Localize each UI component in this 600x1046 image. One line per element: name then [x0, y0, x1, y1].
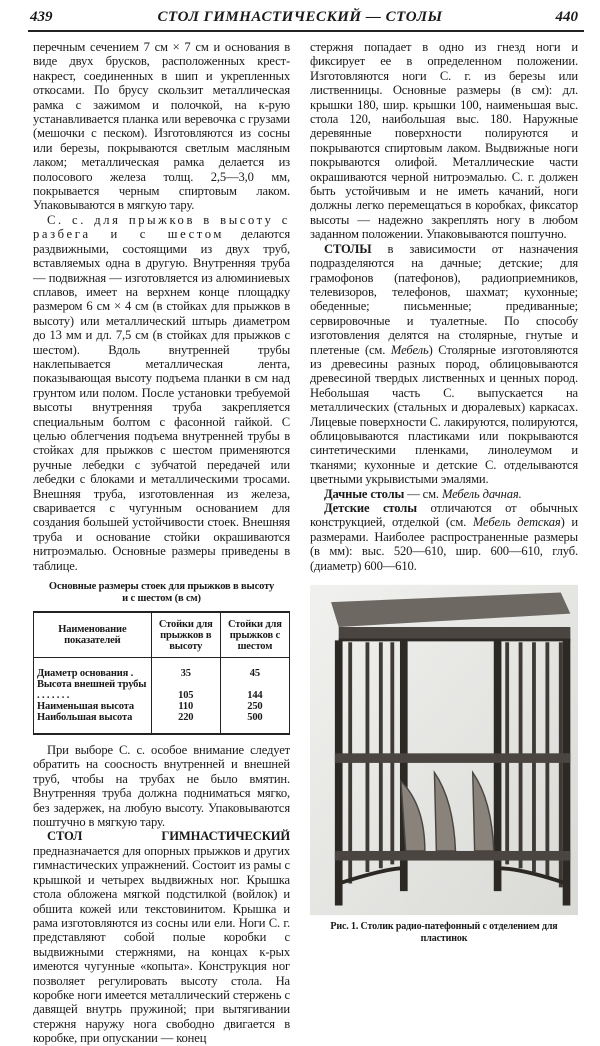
column-header: Стойки для прыжков с шестом — [220, 612, 289, 658]
paragraph — [310, 487, 578, 501]
radio-gramophone-table-illustration — [310, 583, 578, 917]
header-rule — [28, 30, 584, 32]
paragraph-text: — см. — [404, 486, 442, 501]
entry-heading: СТОЛЫ — [324, 241, 372, 256]
paragraph — [33, 829, 290, 1045]
table-row — [34, 658, 290, 680]
table-row — [34, 712, 290, 734]
cell: 110 — [151, 701, 220, 712]
running-title: СТОЛ ГИМНАСТИЧЕСКИЙ — СТОЛЫ — [157, 9, 443, 25]
paragraph-text: ) Столярные изготовляются из древесины разных пород, облицовываются древесиной твердых лиственных и ценных пород. Небольшая часть С. выпускается на металлических (стальных и дюралевых) каркасах. Лицевые поверхности С. лакируются, полируются, облицовываются пластиками или покрываются синтетическими пленками, линолеумом и тканями; кухонные и детские С. отделываются цветными укрывистыми эмалями. — [310, 342, 578, 487]
paragraph: перечным сечением 7 см × 7 см и основания в виде двух брусков, расположенных крест-накрест, соединенных в шип и укрепленных откосами. По брусу скользит металлическая рамка с зажимом и полочкой, на к-рую устанавливается планка или веревочка с грузами (мешочки с песком). Изготовляются из сосны или березы, покрываются светлым масляным лаком; металлическая рамка делается из полосового железа толщ. 2,5—3,0 мм, покрывается черным спиртовым лаком. Упаковываются в мягкую тару. — [33, 40, 290, 213]
cell: 45 — [220, 658, 289, 680]
paragraph — [310, 501, 578, 573]
paragraph-text: делаются раздвижными, состоящими из двух труб, вставляемых одна в другую. Внутренняя труба — подвижная — изготовляется из алюминиевых сплавов, имеет на верхнем конце площадку размером 6 см × 4 см (в стойках для прыжков в высоту) или металлический штырь диаметром до 13 мм и дл. 7,5 см (в стойках для прыжков с шестом). Вдоль внутренней трубы наклепывается металлическая лента, показывающая высоту подъема планки в см над грунтом или полом. После установки требуемой высоты внутренняя труба закрепляется специальным болтом с фасонной гайкой. С целью облегчения подъема внутренней трубы в стойках для прыжков с шестом применяются ручные лебедки с зубчатой передачей или лебедки с блоками и металлическими тросами. Внешняя труба, изготовленная из железа, сваривается с чугунным основанием для создания большей устойчивости стоек. Внешняя труба и основание стойки окрашиваются нитроэмалью. Основные размеры приведены в таблице. — [33, 227, 291, 573]
paragraph: стержня попадает в одно из гнезд ноги и фиксирует ее в определенном положении. Изготовляются ноги С. г. из березы или лиственницы. Основные размеры (в см): дл. крышки 180, шир. крышки 100, наименьшая выс. стола 120, наибольшая выс. 180. Наружные деревянные поверхности полируются и покрываются спиртовым лаком. Выдвижные ноги покрываются олифой. Металлические части окрашиваются черной нитроэмалью. С. г. должен быть устойчивым и не иметь качаний, ноги должны легко перемещаться в коробках, фиксатор высоты — надежно закреплять ногу в любом заданном положении. Упаковываются поштучно. — [310, 40, 578, 242]
subentry-heading: Детские столы — [324, 501, 417, 515]
column-header: Наименование показателей — [34, 612, 152, 658]
bottom-shelf — [335, 851, 570, 861]
paragraph-text: предназначается для опорных прыжков и других гимнастических упражнений. Состоит из рамы с крышкой и четырех выдвижных ног. Крышка стола обложена мягкой подстилкой (войлок) и обшита кожей или текстовинитом. Крышка и рама изготовляются из сосны или ели. Ноги С. г. представляют собой полые коробки с выдвижными стержнями, на концах к-рых имеются чугунные «копыта». Конструкция ног позволяет регулировать высоту стола. На коробке ноги имеется металлический стержень с давящей внутрь пружиной; при вытягивании стержня наружу нога свободно двигается в коробке, при опускании — конец — [33, 843, 290, 1046]
table-caption-line: и с шестом (в см) — [122, 593, 201, 605]
cell: 35 — [151, 658, 220, 680]
entry-heading: СТОЛ ГИМНАСТИЧЕСКИЙ — [47, 829, 290, 844]
cross-reference[interactable]: Мебель — [390, 342, 429, 357]
table-row — [34, 679, 290, 701]
paragraph-text: отличаются от обычных конструкцией, отделкой (см. — [310, 501, 578, 530]
table-header-row — [34, 612, 290, 658]
table-caption — [33, 581, 290, 605]
cross-reference[interactable]: Мебель дачная. — [441, 486, 522, 501]
cell: 500 — [220, 712, 289, 734]
paragraph-text: ) и размерами. Наиболее распространенные размеры (в мм): выс. 520—610, шир. 600—610, глуб. (диаметр) 600—610. — [310, 515, 578, 573]
cell: 220 — [151, 712, 220, 734]
figure-caption: Рис. 1. Столик радио-патефонный с отделением для пластинок — [330, 921, 558, 944]
paragraph — [33, 213, 290, 573]
left-column — [33, 40, 291, 1046]
paragraph-lead: С. с. для прыжков в высоту с разбега и с шестом — [33, 212, 290, 242]
row-label: Наименьшая высота — [34, 701, 152, 712]
table-caption-line: Основные размеры стоек для прыжков в высоту — [48, 581, 275, 593]
page-number-left: 439 — [30, 9, 53, 25]
subentry-heading: Дачные столы — [324, 486, 405, 501]
paragraph — [310, 242, 578, 487]
middle-shelf — [335, 753, 570, 763]
cell: 105 — [151, 679, 220, 701]
row-label: Наибольшая высота — [34, 712, 152, 734]
paragraph: При выборе С. с. особое внимание следует обратить на соосность внутренней и внешней труб, чтобы на трубах не было вмятин. Внутренняя труба должна подниматься мягко, без задержек, на любую высоту. Упаковываются поштучно в мягкую тару. — [33, 743, 290, 830]
cell: 144 — [220, 679, 289, 701]
cross-reference[interactable]: Мебель детская — [472, 515, 561, 530]
column-header: Стойки для прыжков в высоту — [151, 612, 220, 658]
cell: 250 — [220, 701, 289, 712]
page-number-right: 440 — [555, 9, 578, 25]
dimensions-table — [33, 611, 290, 735]
right-column — [310, 40, 578, 944]
table-row — [34, 701, 290, 712]
row-label: Диаметр основания . — [34, 658, 152, 680]
paragraph-text: в зависимости от назначения подразделяются на дачные; детские; для грамофонов (патефонов), радиоприемников, телевизоров, телефонов, шахмат; кухонные; обеденные; письменные; предиванные; сервировочные и туалетные. По способу изготовления делятся на столярные, гнутые и плетеные (см. — [310, 241, 578, 357]
row-label: Высота внешней трубы . . . . . . . — [34, 679, 152, 701]
